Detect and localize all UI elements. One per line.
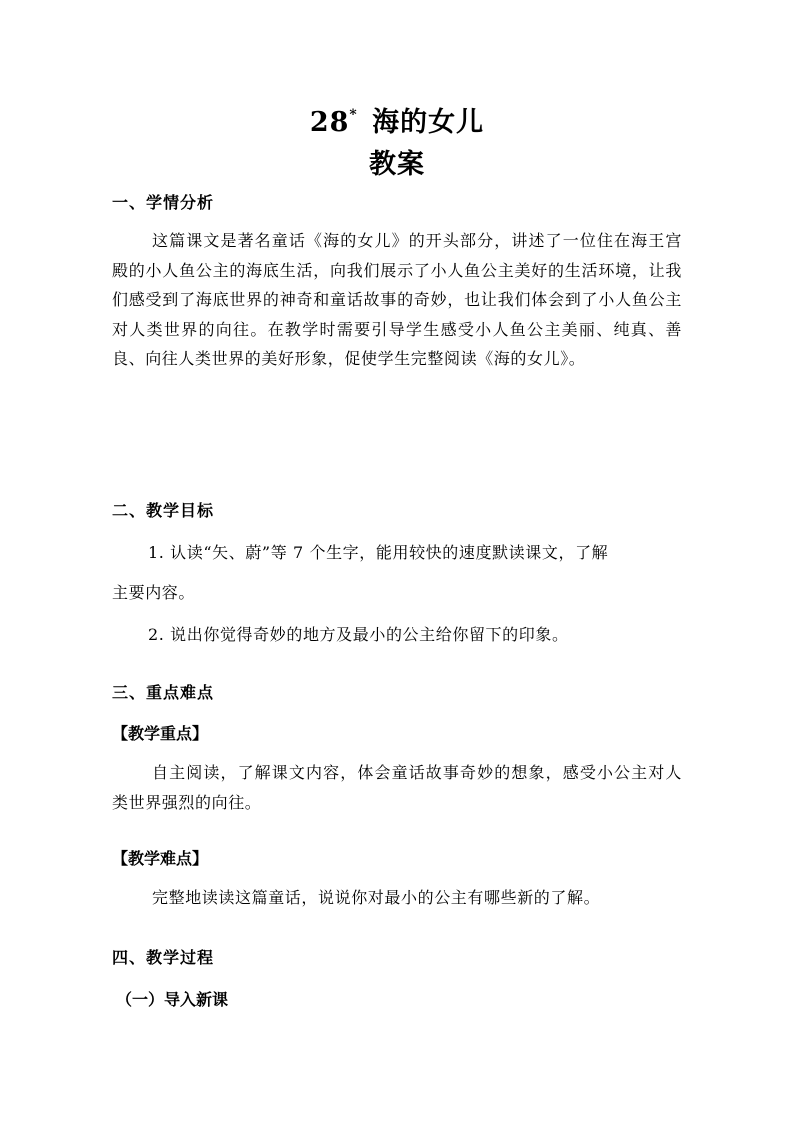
goal-2: 2. 说出你觉得奇妙的地方及最小的公主给你留下的印象。 xyxy=(148,625,569,644)
lesson-name: 海的女儿 xyxy=(372,107,485,138)
focus-text: 自主阅读，了解课文内容，体会童话故事奇妙的想象，感受小公主对人类世界强烈的向往。 xyxy=(112,763,682,812)
section-heading-key-points: 三、重点难点 xyxy=(112,683,215,702)
section-heading-learning-analysis: 一、学情分析 xyxy=(112,193,215,212)
lesson-number: 28 xyxy=(309,107,350,138)
difficulty-label: 【教学难点】 xyxy=(112,849,209,868)
goal-1-line-2: 主要内容。 xyxy=(112,583,196,602)
difficulty-text: 完整地读读这篇童话，说说你对最小的公主有哪些新的了解。 xyxy=(152,888,601,907)
subsection-intro: （一）导入新课 xyxy=(116,990,229,1009)
goal-1-line-1: 1. 认读“矢、蔚”等 7 个生字，能用较快的速度默读课文，了解 xyxy=(148,543,609,562)
section-heading-teaching-process: 四、教学过程 xyxy=(112,948,215,967)
focus-label: 【教学重点】 xyxy=(112,724,209,743)
document-subtitle: 教案 xyxy=(369,149,425,180)
section-heading-teaching-goals: 二、教学目标 xyxy=(112,501,215,520)
optional-mark: * xyxy=(349,107,358,123)
lesson-title xyxy=(0,100,794,139)
learning-analysis-paragraph: 这篇课文是著名童话《海的女儿》的开头部分，讲述了一位住在海王宫殿的小人鱼公主的海底生活，向我们展示了小人鱼公主美好的生活环境，让我们感受到了海底世界的神奇和童话故事的奇妙，也让我们体会到了小人鱼公主对人类世界的向往。在教学时需要引导学生感受小人鱼公主美丽、纯真、善良、向往人类世界的美好形象，促使学生完整阅读《海的女儿》。 xyxy=(112,231,682,369)
